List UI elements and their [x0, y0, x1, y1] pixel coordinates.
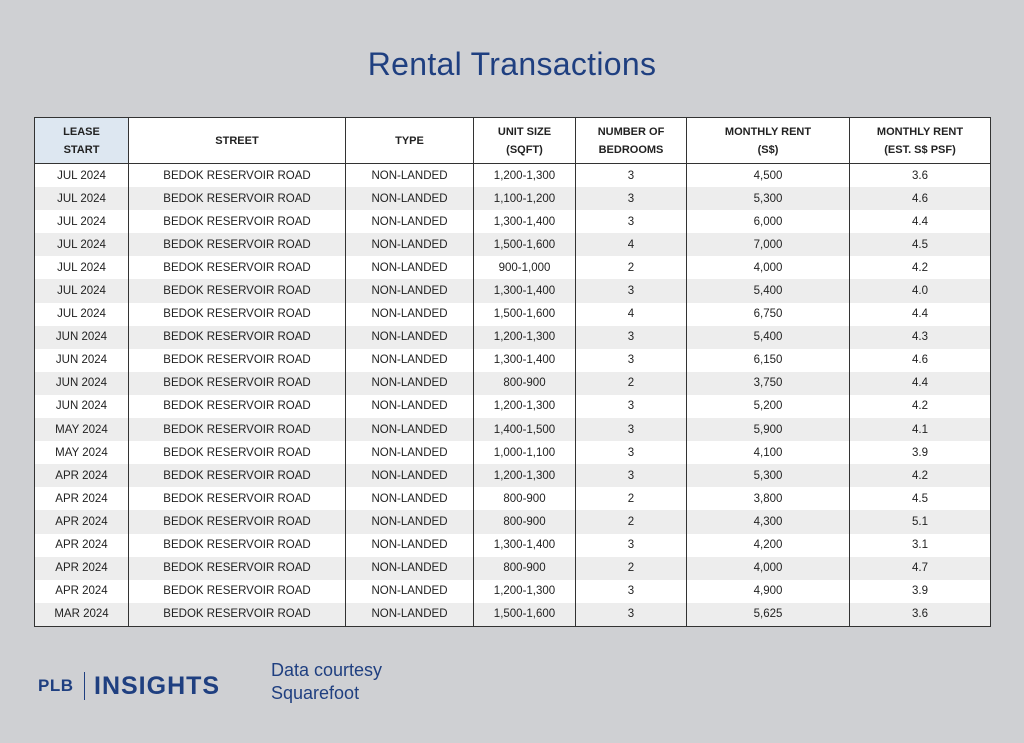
cell-unit-size: 1,300-1,400 [474, 210, 576, 233]
cell-rent-psf: 4.2 [850, 464, 991, 487]
cell-lease-start: JUL 2024 [35, 187, 129, 210]
cell-type: NON-LANDED [346, 279, 474, 302]
table-row [35, 395, 991, 418]
cell-bedrooms: 3 [576, 418, 687, 441]
cell-unit-size: 1,200-1,300 [474, 164, 576, 188]
cell-street: BEDOK RESERVOIR ROAD [129, 372, 346, 395]
column-header-monthly-rent: MONTHLY RENT (S$) [687, 118, 850, 164]
cell-lease-start: JUL 2024 [35, 210, 129, 233]
cell-unit-size: 1,500-1,600 [474, 603, 576, 627]
table-row [35, 164, 991, 188]
cell-street: BEDOK RESERVOIR ROAD [129, 326, 346, 349]
cell-bedrooms: 2 [576, 256, 687, 279]
cell-bedrooms: 3 [576, 441, 687, 464]
cell-unit-size: 800-900 [474, 510, 576, 533]
column-header-unit-size: UNIT SIZE (SQFT) [474, 118, 576, 164]
cell-rent-psf: 3.9 [850, 441, 991, 464]
cell-type: NON-LANDED [346, 233, 474, 256]
cell-street: BEDOK RESERVOIR ROAD [129, 233, 346, 256]
table-row [35, 487, 991, 510]
logo-divider [84, 672, 86, 700]
cell-type: NON-LANDED [346, 534, 474, 557]
cell-unit-size: 900-1,000 [474, 256, 576, 279]
cell-bedrooms: 3 [576, 464, 687, 487]
cell-monthly-rent: 4,200 [687, 534, 850, 557]
cell-type: NON-LANDED [346, 256, 474, 279]
cell-street: BEDOK RESERVOIR ROAD [129, 441, 346, 464]
table-row [35, 580, 991, 603]
table-row [35, 303, 991, 326]
courtesy-source: Squarefoot [271, 683, 360, 703]
cell-rent-psf: 4.5 [850, 487, 991, 510]
table-row [35, 372, 991, 395]
cell-type: NON-LANDED [346, 441, 474, 464]
cell-bedrooms: 2 [576, 372, 687, 395]
cell-street: BEDOK RESERVOIR ROAD [129, 487, 346, 510]
cell-street: BEDOK RESERVOIR ROAD [129, 534, 346, 557]
table-row [35, 187, 991, 210]
cell-monthly-rent: 4,500 [687, 164, 850, 188]
cell-rent-psf: 4.4 [850, 372, 991, 395]
cell-type: NON-LANDED [346, 603, 474, 627]
cell-street: BEDOK RESERVOIR ROAD [129, 210, 346, 233]
cell-lease-start: APR 2024 [35, 557, 129, 580]
table-row [35, 557, 991, 580]
cell-rent-psf: 4.2 [850, 256, 991, 279]
cell-rent-psf: 5.1 [850, 510, 991, 533]
cell-street: BEDOK RESERVOIR ROAD [129, 256, 346, 279]
cell-monthly-rent: 6,150 [687, 349, 850, 372]
cell-unit-size: 1,200-1,300 [474, 580, 576, 603]
cell-bedrooms: 2 [576, 510, 687, 533]
table-row [35, 418, 991, 441]
plb-insights-logo [38, 672, 220, 700]
cell-monthly-rent: 5,625 [687, 603, 850, 627]
cell-unit-size: 1,500-1,600 [474, 233, 576, 256]
cell-monthly-rent: 4,000 [687, 557, 850, 580]
cell-rent-psf: 4.4 [850, 210, 991, 233]
cell-monthly-rent: 5,300 [687, 464, 850, 487]
cell-lease-start: APR 2024 [35, 580, 129, 603]
table-row [35, 326, 991, 349]
cell-bedrooms: 4 [576, 233, 687, 256]
cell-unit-size: 1,500-1,600 [474, 303, 576, 326]
cell-type: NON-LANDED [346, 187, 474, 210]
cell-monthly-rent: 4,300 [687, 510, 850, 533]
cell-street: BEDOK RESERVOIR ROAD [129, 164, 346, 188]
cell-monthly-rent: 3,750 [687, 372, 850, 395]
cell-type: NON-LANDED [346, 303, 474, 326]
cell-lease-start: JUN 2024 [35, 372, 129, 395]
data-courtesy-note [271, 659, 382, 705]
cell-lease-start: APR 2024 [35, 534, 129, 557]
page-title: Rental Transactions [367, 46, 657, 82]
cell-bedrooms: 3 [576, 603, 687, 627]
cell-type: NON-LANDED [346, 418, 474, 441]
cell-type: NON-LANDED [346, 349, 474, 372]
cell-street: BEDOK RESERVOIR ROAD [129, 187, 346, 210]
cell-lease-start: JUL 2024 [35, 256, 129, 279]
table-row [35, 534, 991, 557]
cell-type: NON-LANDED [346, 464, 474, 487]
cell-bedrooms: 3 [576, 326, 687, 349]
table-row [35, 349, 991, 372]
cell-bedrooms: 3 [576, 534, 687, 557]
cell-bedrooms: 2 [576, 557, 687, 580]
logo-insights-text: INSIGHTS [94, 671, 221, 700]
cell-rent-psf: 3.9 [850, 580, 991, 603]
cell-street: BEDOK RESERVOIR ROAD [129, 395, 346, 418]
cell-type: NON-LANDED [346, 487, 474, 510]
cell-street: BEDOK RESERVOIR ROAD [129, 279, 346, 302]
cell-lease-start: MAR 2024 [35, 603, 129, 627]
cell-unit-size: 800-900 [474, 557, 576, 580]
cell-rent-psf: 4.1 [850, 418, 991, 441]
cell-lease-start: JUL 2024 [35, 303, 129, 326]
cell-bedrooms: 3 [576, 164, 687, 188]
cell-rent-psf: 4.2 [850, 395, 991, 418]
cell-unit-size: 1,200-1,300 [474, 326, 576, 349]
column-header-lease-start: LEASE START [35, 118, 129, 164]
cell-lease-start: APR 2024 [35, 510, 129, 533]
cell-lease-start: JUL 2024 [35, 233, 129, 256]
cell-unit-size: 1,200-1,300 [474, 395, 576, 418]
column-header-street: STREET [129, 118, 346, 164]
cell-monthly-rent: 5,300 [687, 187, 850, 210]
cell-unit-size: 1,000-1,100 [474, 441, 576, 464]
cell-street: BEDOK RESERVOIR ROAD [129, 349, 346, 372]
table-row [35, 256, 991, 279]
cell-bedrooms: 3 [576, 210, 687, 233]
cell-type: NON-LANDED [346, 326, 474, 349]
cell-lease-start: APR 2024 [35, 464, 129, 487]
rental-transactions-table [34, 117, 991, 627]
cell-bedrooms: 2 [576, 487, 687, 510]
cell-rent-psf: 3.1 [850, 534, 991, 557]
table-row [35, 603, 991, 627]
cell-street: BEDOK RESERVOIR ROAD [129, 557, 346, 580]
cell-rent-psf: 4.3 [850, 326, 991, 349]
cell-rent-psf: 3.6 [850, 603, 991, 627]
cell-lease-start: JUN 2024 [35, 395, 129, 418]
cell-unit-size: 1,300-1,400 [474, 279, 576, 302]
cell-type: NON-LANDED [346, 557, 474, 580]
cell-monthly-rent: 5,400 [687, 326, 850, 349]
cell-rent-psf: 3.6 [850, 164, 991, 188]
rental-table-container [34, 117, 990, 627]
cell-monthly-rent: 3,800 [687, 487, 850, 510]
cell-street: BEDOK RESERVOIR ROAD [129, 303, 346, 326]
cell-street: BEDOK RESERVOIR ROAD [129, 464, 346, 487]
cell-monthly-rent: 4,100 [687, 441, 850, 464]
cell-monthly-rent: 4,000 [687, 256, 850, 279]
cell-monthly-rent: 7,000 [687, 233, 850, 256]
cell-street: BEDOK RESERVOIR ROAD [129, 603, 346, 627]
table-row [35, 510, 991, 533]
cell-lease-start: JUL 2024 [35, 164, 129, 188]
cell-type: NON-LANDED [346, 580, 474, 603]
table-header-row [35, 118, 991, 164]
cell-monthly-rent: 4,900 [687, 580, 850, 603]
cell-rent-psf: 4.7 [850, 557, 991, 580]
cell-type: NON-LANDED [346, 510, 474, 533]
cell-monthly-rent: 6,750 [687, 303, 850, 326]
cell-street: BEDOK RESERVOIR ROAD [129, 510, 346, 533]
cell-bedrooms: 3 [576, 395, 687, 418]
cell-rent-psf: 4.4 [850, 303, 991, 326]
cell-unit-size: 1,200-1,300 [474, 464, 576, 487]
cell-monthly-rent: 5,200 [687, 395, 850, 418]
column-header-bedrooms: NUMBER OF BEDROOMS [576, 118, 687, 164]
cell-type: NON-LANDED [346, 164, 474, 188]
table-row [35, 441, 991, 464]
cell-bedrooms: 3 [576, 349, 687, 372]
cell-rent-psf: 4.6 [850, 187, 991, 210]
cell-unit-size: 800-900 [474, 487, 576, 510]
cell-type: NON-LANDED [346, 372, 474, 395]
table-row [35, 210, 991, 233]
cell-monthly-rent: 5,900 [687, 418, 850, 441]
cell-monthly-rent: 5,400 [687, 279, 850, 302]
cell-unit-size: 1,300-1,400 [474, 534, 576, 557]
cell-lease-start: APR 2024 [35, 487, 129, 510]
cell-bedrooms: 3 [576, 580, 687, 603]
table-body [35, 164, 991, 627]
cell-monthly-rent: 6,000 [687, 210, 850, 233]
table-row [35, 464, 991, 487]
cell-rent-psf: 4.6 [850, 349, 991, 372]
column-header-monthly-rent-psf: MONTHLY RENT (EST. S$ PSF) [850, 118, 991, 164]
cell-unit-size: 800-900 [474, 372, 576, 395]
logo-plb-text: PLB [38, 676, 74, 695]
table-row [35, 279, 991, 302]
cell-unit-size: 1,400-1,500 [474, 418, 576, 441]
cell-bedrooms: 3 [576, 279, 687, 302]
cell-type: NON-LANDED [346, 395, 474, 418]
cell-rent-psf: 4.5 [850, 233, 991, 256]
courtesy-line-1: Data courtesy [271, 660, 383, 680]
cell-bedrooms: 4 [576, 303, 687, 326]
cell-type: NON-LANDED [346, 210, 474, 233]
cell-street: BEDOK RESERVOIR ROAD [129, 580, 346, 603]
cell-unit-size: 1,100-1,200 [474, 187, 576, 210]
table-row [35, 233, 991, 256]
cell-unit-size: 1,300-1,400 [474, 349, 576, 372]
cell-lease-start: JUN 2024 [35, 349, 129, 372]
cell-street: BEDOK RESERVOIR ROAD [129, 418, 346, 441]
cell-lease-start: MAY 2024 [35, 418, 129, 441]
cell-rent-psf: 4.0 [850, 279, 991, 302]
cell-bedrooms: 3 [576, 187, 687, 210]
cell-lease-start: JUN 2024 [35, 326, 129, 349]
cell-lease-start: JUL 2024 [35, 279, 129, 302]
cell-lease-start: MAY 2024 [35, 441, 129, 464]
column-header-type: TYPE [346, 118, 474, 164]
